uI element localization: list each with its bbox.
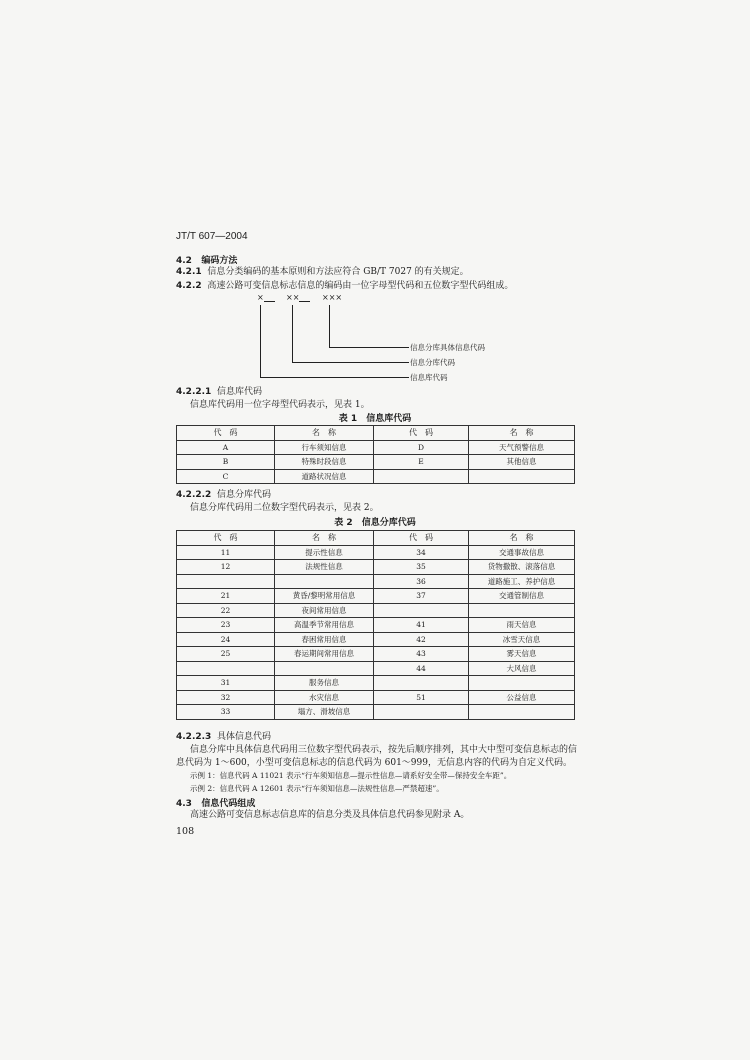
table-cell: 行车须知信息 [275, 440, 374, 455]
diagram-mark-3: ××× [322, 293, 343, 302]
table-row [177, 440, 575, 455]
header-cell: 名 称 [275, 426, 374, 441]
diagram-mark-1: × [257, 293, 264, 302]
table-cell: 特殊时段信息 [275, 455, 374, 470]
table-row [177, 661, 575, 676]
table-row [177, 560, 575, 575]
table-cell: 41 [374, 618, 469, 633]
table-cell: 33 [177, 705, 275, 720]
table-row [177, 618, 575, 633]
section-number: 4.2.2.3 [176, 732, 212, 742]
table-row [177, 632, 575, 647]
table-2-caption: 表 2 信息分库代码 [334, 518, 416, 528]
diagram-mark-2: ×× [286, 293, 300, 302]
section-4-2-heading [176, 253, 237, 266]
diagram-label-item-code: 信息分库具体信息代码 [410, 343, 485, 352]
diagram-label-subbase-code: 信息分库代码 [410, 358, 455, 367]
section-title: 信息库代码 [217, 387, 263, 397]
table-cell: 道路状况信息 [275, 469, 374, 484]
section-number: 4.3 [176, 799, 192, 809]
section-number: 4.2.2.2 [176, 490, 212, 500]
table-cell: 道路施工、养护信息 [469, 574, 575, 589]
table-row [177, 705, 575, 720]
table-cell [374, 603, 469, 618]
table-cell: 31 [177, 676, 275, 691]
table-header-row [177, 426, 575, 441]
table-row [177, 647, 575, 662]
table-cell [374, 676, 469, 691]
document-header: JT/T 607—2004 [176, 231, 248, 242]
header-cell: 代 码 [177, 426, 275, 441]
table-cell: 春运期间常用信息 [275, 647, 374, 662]
table-row [177, 469, 575, 484]
table-cell: 公益信息 [469, 690, 575, 705]
table-cell: 交通事故信息 [469, 545, 575, 560]
table-cell: 37 [374, 589, 469, 604]
table-cell: 34 [374, 545, 469, 560]
table-cell: 36 [374, 574, 469, 589]
table-cell: 塌方、滑坡信息 [275, 705, 374, 720]
table-cell: 黄昏/黎明常用信息 [275, 589, 374, 604]
table-cell [469, 469, 575, 484]
table-cell: C [177, 469, 275, 484]
diagram-label-base-code: 信息库代码 [410, 373, 448, 382]
table-row [177, 545, 575, 560]
table-1 [176, 425, 575, 484]
table-cell: 雨天信息 [469, 618, 575, 633]
section-4-2-2-1-heading [176, 386, 262, 398]
table-row [177, 574, 575, 589]
table-cell: 冰雪天信息 [469, 632, 575, 647]
section-number: 4.2.1 [176, 267, 202, 277]
table-cell: 水灾信息 [275, 690, 374, 705]
table-cell [275, 661, 374, 676]
table-cell: D [374, 440, 469, 455]
table-cell: 提示性信息 [275, 545, 374, 560]
table-row [177, 603, 575, 618]
example-1: 示例 1：信息代码 A 11021 表示“行车须知信息—提示性信息—请系好安全带—保持安全车距”。 [190, 771, 512, 780]
table-row [177, 589, 575, 604]
table-cell: 44 [374, 661, 469, 676]
table-cell: 32 [177, 690, 275, 705]
section-title: 具体信息代码 [217, 732, 272, 742]
table-cell [177, 574, 275, 589]
section-4-2-1 [176, 266, 469, 278]
section-number: 4.2.2.1 [176, 387, 212, 397]
table-cell [275, 574, 374, 589]
section-4-2-2-1-text: 信息库代码用一位字母型代码表示，见表 1。 [190, 400, 370, 410]
table-cell: 高温季节常用信息 [275, 618, 374, 633]
table-2 [176, 530, 575, 720]
table-row [177, 676, 575, 691]
table-cell [177, 661, 275, 676]
table-cell: 25 [177, 647, 275, 662]
table-row [177, 455, 575, 470]
section-title: 信息代码组成 [201, 799, 256, 809]
table-cell: 24 [177, 632, 275, 647]
table-cell: 服务信息 [275, 676, 374, 691]
table-1-caption: 表 1 信息库代码 [338, 414, 412, 424]
section-4-2-2-3-line-2: 息代码为 1～600，小型可变信息标志的信息代码为 601～999，无信息内容的代码为自定义代码。 [176, 758, 572, 768]
table-cell [469, 603, 575, 618]
example-2: 示例 2：信息代码 A 12601 表示“行车须知信息—法规性信息—严禁超速”。 [190, 784, 444, 793]
table-cell: 23 [177, 618, 275, 633]
table-cell: B [177, 455, 275, 470]
table-header-row [177, 531, 575, 546]
table-cell: 35 [374, 560, 469, 575]
section-number: 4.2 [176, 256, 192, 266]
table-cell: 42 [374, 632, 469, 647]
section-4-3-text: 高速公路可变信息标志信息库的信息分类及具体信息代码参见附录 A。 [190, 810, 470, 820]
header-cell: 代 码 [177, 531, 275, 546]
table-row [177, 690, 575, 705]
table-cell: 22 [177, 603, 275, 618]
table-cell: 货物撒散、滚落信息 [469, 560, 575, 575]
header-cell: 代 码 [374, 531, 469, 546]
table-cell: 11 [177, 545, 275, 560]
table-cell: 法规性信息 [275, 560, 374, 575]
table-cell: 43 [374, 647, 469, 662]
table-cell [469, 676, 575, 691]
section-title: 信息分库代码 [217, 490, 272, 500]
table-cell: 21 [177, 589, 275, 604]
header-cell: 名 称 [275, 531, 374, 546]
table-cell: 春困常用信息 [275, 632, 374, 647]
table-cell: 夜间常用信息 [275, 603, 374, 618]
section-4-2-2-3-line-1: 信息分库中具体信息代码用三位数字型代码表示，按先后顺序排列，其中大中型可变信息标志的信 [190, 745, 578, 755]
table-cell: 天气预警信息 [469, 440, 575, 455]
table-cell: 交通管制信息 [469, 589, 575, 604]
header-cell: 名 称 [469, 531, 575, 546]
table-cell: 大风信息 [469, 661, 575, 676]
section-4-3-heading [176, 796, 255, 809]
section-4-2-2-2-heading [176, 489, 271, 501]
section-4-2-2 [176, 280, 513, 292]
table-cell [469, 705, 575, 720]
section-4-2-2-3-heading [176, 731, 271, 743]
paragraph-text: 高速公路可变信息标志信息的编码由一位字母型代码和五位数字型代码组成。 [207, 281, 514, 291]
header-cell: 代 码 [374, 426, 469, 441]
table-cell [374, 705, 469, 720]
table-cell: 12 [177, 560, 275, 575]
header-cell: 名 称 [469, 426, 575, 441]
section-title: 编码方法 [201, 256, 238, 266]
table-cell: 雾天信息 [469, 647, 575, 662]
table-cell: E [374, 455, 469, 470]
table-cell: 其他信息 [469, 455, 575, 470]
paragraph-text: 信息分类编码的基本原则和方法应符合 GB/T 7027 的有关规定。 [207, 267, 469, 277]
section-4-2-2-2-text: 信息分库代码用二位数字型代码表示，见表 2。 [190, 503, 379, 513]
table-cell: 51 [374, 690, 469, 705]
table-cell: A [177, 440, 275, 455]
section-number: 4.2.2 [176, 281, 202, 291]
page-number: 108 [176, 826, 195, 837]
table-cell [374, 469, 469, 484]
